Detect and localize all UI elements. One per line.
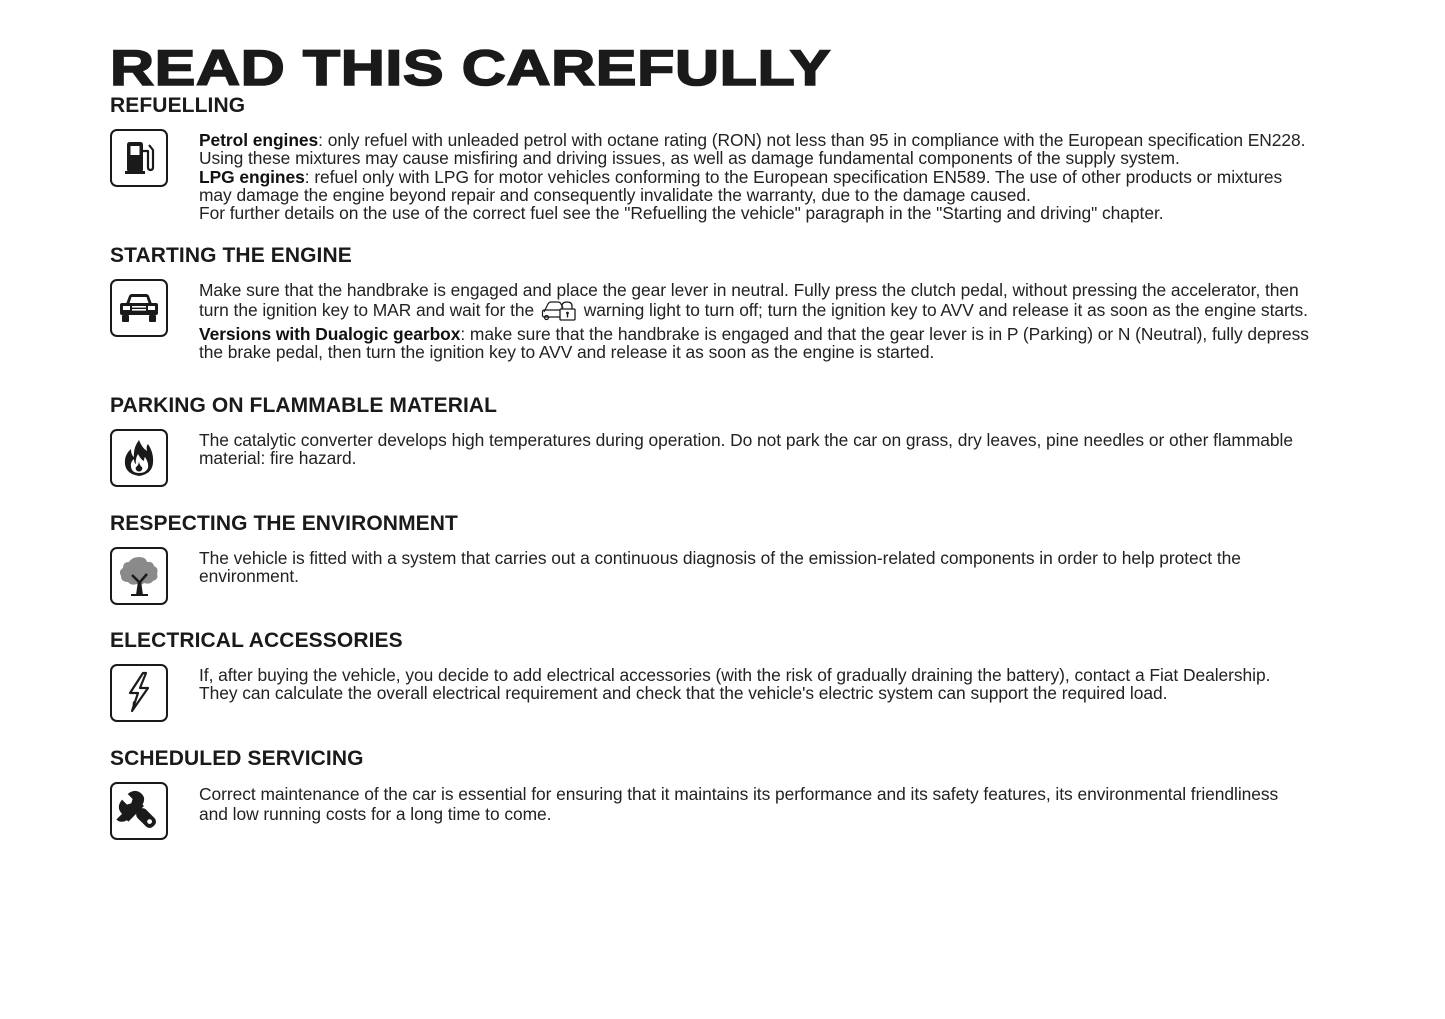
car-front-icon <box>110 279 168 337</box>
section-refuelling <box>110 93 1310 222</box>
lightning-icon <box>110 664 168 722</box>
paragraph <box>199 204 1310 222</box>
paragraph-text: The catalytic converter develops high temperatures during operation. Do not park the car on grass, dry leaves, pine needles or other flammable material: fire hazard. <box>199 430 1293 469</box>
paragraph-text: : make sure that the handbrake is engaged and that the gear lever is in P (Parking) or N (Neutral), fully depress the brake pedal, then turn the ignition key to AVV and release it as soon as the engine is started. <box>199 323 1309 362</box>
paragraph-text: warning light to turn off; turn the ignition key to AVV and release it as soon as the engine starts. <box>578 300 1308 321</box>
section-flammable <box>110 393 1310 468</box>
section-heading: ELECTRICAL ACCESSORIES <box>110 629 403 652</box>
paragraph <box>199 168 1310 205</box>
section-starting-engine <box>110 243 1310 361</box>
paragraph-text: : refuel only with LPG for motor vehicles conforming to the European specification EN589. The use of other products or mixtures may damage the engine beyond repair and consequently invalidate the warranty, due to the damage caused. <box>199 166 1283 205</box>
paragraph <box>199 131 1310 168</box>
paragraph-text: Correct maintenance of the car is essential for ensuring that it maintains its performance and its safety features, its environmental friendliness and low running costs for a long time to come. <box>199 784 1279 824</box>
section-heading: PARKING ON FLAMMABLE MATERIAL <box>110 394 498 417</box>
fuel-pump-icon <box>110 129 168 187</box>
paragraph-text: The vehicle is fitted with a system that carries out a continuous diagnosis of the emission-related components in order to help protect the environment. <box>199 548 1241 587</box>
section-servicing <box>110 746 1310 824</box>
section-heading: RESPECTING THE ENVIRONMENT <box>110 512 458 535</box>
section-electrical <box>110 628 1310 703</box>
section-heading: REFUELLING <box>110 94 246 117</box>
section-heading: SCHEDULED SERVICING <box>110 747 364 770</box>
paragraph-text: For further details on the use of the correct fuel see the "Refuelling the vehicle" paragraph in the "Starting and driving" chapter. <box>199 203 1164 224</box>
tree-icon <box>110 547 168 605</box>
paragraph-text: : only refuel with unleaded petrol with octane rating (RON) not less than 95 in compliance with the European specification EN228. Using these mixtures may cause misfiring and driving issues, as well as damage fundamental components of the supply system. <box>199 130 1306 169</box>
paragraph <box>199 281 1310 325</box>
paragraph-text: If, after buying the vehicle, you decide to add electrical accessories (with the risk of gradually draining the battery), contact a Fiat Dealership. They can calculate the overall electrical requirement and check that the vehicle's electric system can support the required load. <box>199 665 1271 704</box>
paragraph-text: Make sure that the handbrake is engaged and place the gear lever in neutral. Fully press the clutch pedal, without pressing the accelerator, then turn the ignition key to MAR and wait for the <box>199 280 1299 321</box>
paragraph <box>199 325 1310 362</box>
flame-icon <box>110 429 168 487</box>
section-heading: STARTING THE ENGINE <box>110 244 352 267</box>
wrench-icon <box>110 782 168 840</box>
page-title: READ THIS CAREFULLY <box>110 40 832 96</box>
immobilizer-warning-light-icon <box>541 299 577 324</box>
bold-label: Petrol engines <box>199 130 319 150</box>
bold-label: Versions with Dualogic gearbox <box>199 323 461 344</box>
section-environment <box>110 511 1310 586</box>
bold-label: LPG engines <box>199 166 305 187</box>
